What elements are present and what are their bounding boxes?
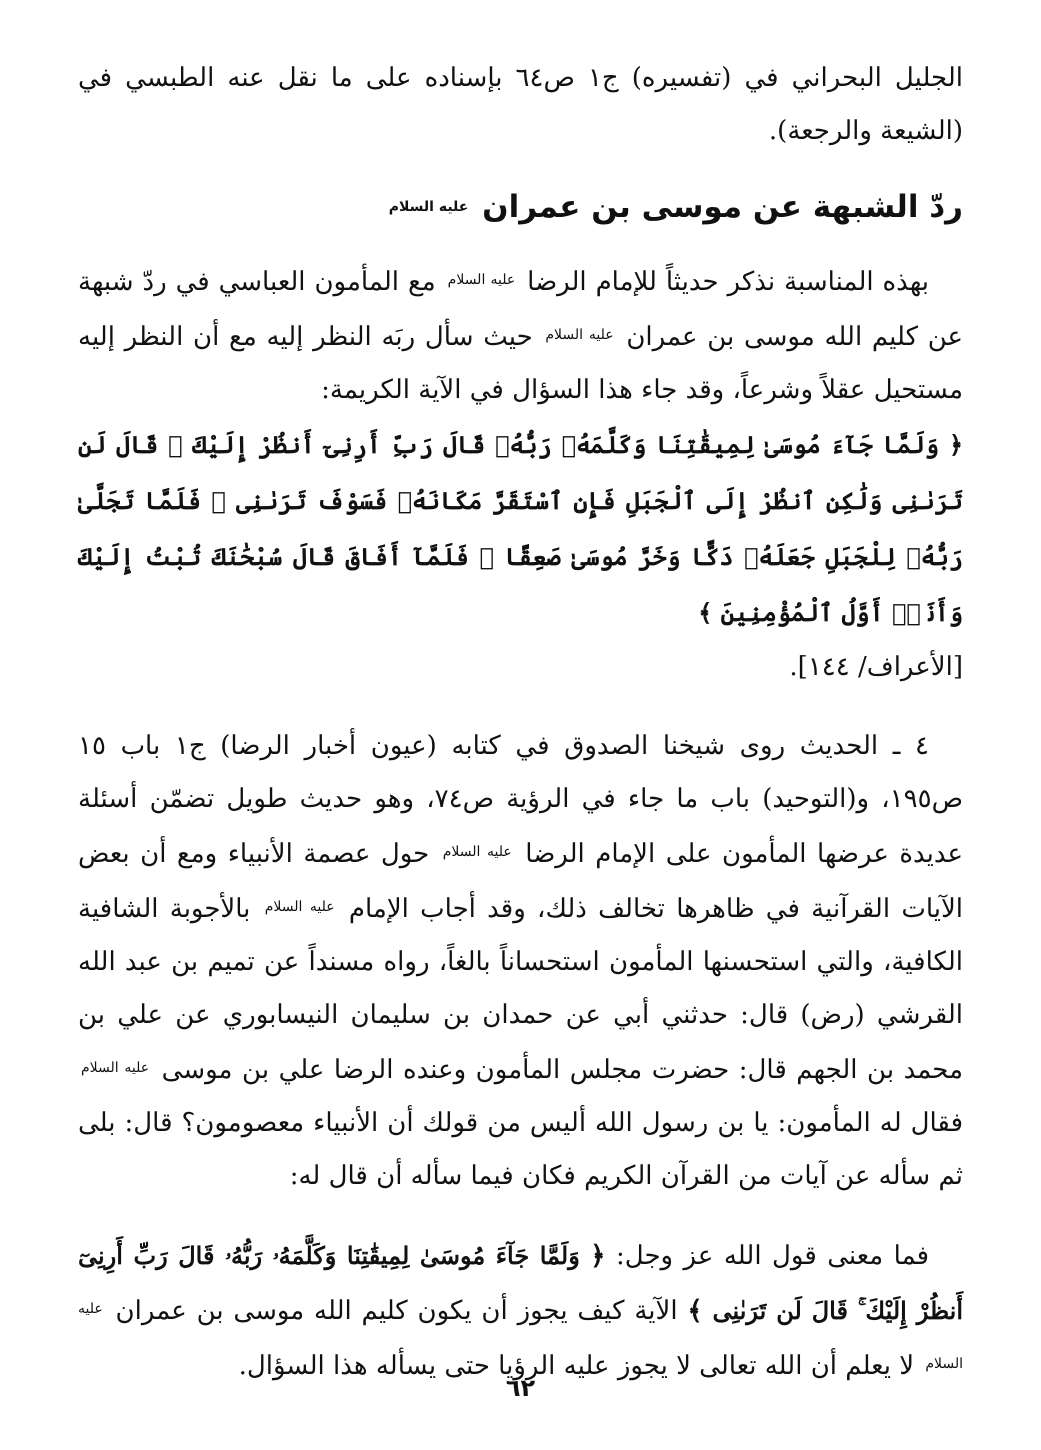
section-heading xyxy=(78,182,963,232)
text-run: ٤ ـ الحديث روى شيخنا الصدوق في كتابه (عيون أخبار الرضا) ج١ باب ١٥ ص١٩٥، و(التوحيد) باب ما جاء في الرؤية ص٧٤، وهو حديث طويل تضمّن أسئلة عديدة عرضها المأمون على الإمام الرضا xyxy=(78,731,964,869)
text-run: بالأجوبة الشافية الكافية، والتي استحسنها المأمون استحساناً بالغاً، رواه مسنداً عن تميم بن عبد الله القرشي (رض) قال: حدثني أبي عن حمدان بن سليمان النيسابوري عن علي بن محمد بن الجهم قال: حضرت مجلس المأمون وعنده الرضا علي بن موسى xyxy=(78,894,964,1085)
verse-citation: [الأعراف/ ١٤٤]. xyxy=(789,652,963,682)
heading-text: ردّ الشبهة عن موسى بن عمران xyxy=(482,189,963,225)
text-run: حيث سأل ربَه النظر إليه مع أن النظر إليه مستحيل عقلاً وشرعاً، وقد جاء هذا السؤال في الآية الكريمة: xyxy=(78,322,963,405)
text-run: لا يعلم أن الله تعالى لا يجوز عليه الرؤيا حتى يسأله هذا السؤال. xyxy=(238,1351,915,1381)
honorific-mark: عليه السلام xyxy=(442,844,512,860)
honorific-mark: عليه السلام xyxy=(78,1301,963,1372)
quran-brace-open: ﴿ xyxy=(948,430,963,459)
page-number: ٦٢ xyxy=(505,1374,536,1402)
honorific-mark: عليه السلام xyxy=(447,272,516,288)
text-run: فقال له المأمون: يا بن رسول الله أليس من قولك أن الأنبياء معصومون؟ قال: بلى ثم سأله عن آيات من القرآن الكريم فكان فيما سأله أن قال له: xyxy=(78,1108,963,1191)
text-run: بهذه المناسبة نذكر حديثاً للإمام الرضا xyxy=(527,267,930,297)
honorific-mark: عليه السلام xyxy=(545,327,614,343)
honorific-mark: عليه السلام xyxy=(81,1060,150,1076)
paragraph-mamun-question xyxy=(78,1229,963,1393)
paragraph-hadith-4 xyxy=(78,720,963,1203)
verse-text: وَلَمَّا جَآءَ مُوسَىٰ لِمِيقَٰتِنَا وَكَلَّمَهُۥ رَبُّهُۥ قَالَ رَبِّ أَرِنِىٓ أَنظُرْ إِلَيْكَ ۚ قَالَ لَن تَرَىٰنِى وَلَٰكِنِ ٱنظُرْ إِلَى ٱلْجَبَلِ فَإِنِ ٱسْتَقَرَّ مَكَانَهُۥ فَسَوْفَ تَرَىٰنِى ۚ فَلَمَّا تَجَلَّىٰ رَبُّهُۥ لِلْجَبَلِ جَعَلَهُۥ دَكًّا وَخَرَّ مُوسَىٰ صَعِقًا ۚ فَلَمَّآ أَفَاقَ قَالَ سُبْحَٰنَكَ تُبْتُ إِلَيْكَ وَأَنَا۠ أَوَّلُ ٱلْمُؤْمِنِينَ xyxy=(78,430,963,627)
paragraph-rida-hadith-intro xyxy=(78,254,963,417)
text-run: الآية كيف يجوز أن يكون كليم الله موسى بن عمران xyxy=(115,1296,678,1326)
text-run: فما معنى قول الله عز وجل: xyxy=(616,1241,930,1271)
quran-brace-close: ﴾ xyxy=(687,1296,703,1326)
honorific-mark: عليه السلام xyxy=(388,199,469,215)
text-run: مع المأمون العباسي في ردّ شبهة عن كليم الله موسى بن عمران xyxy=(78,267,964,352)
honorific-mark: عليه السلام xyxy=(264,899,335,915)
document-page xyxy=(78,52,963,1393)
intro-paragraph: الجليل البحراني في (تفسيره) ج١ ص٦٤ بإسناده على ما نقل عنه الطبسي في (الشيعة والرجعة). xyxy=(78,63,963,146)
verse-text: وَلَمَّا جَآءَ مُوسَىٰ لِمِيقَٰتِنَا وَكَلَّمَهُۥ رَبُّهُۥ قَالَ رَبِّ أَرِنِىٓ أَنظُرْ إِلَيْكَ ۚ قَالَ لَن تَرَىٰنِى xyxy=(78,1241,964,1325)
quran-brace-open: ﴿ xyxy=(590,1241,606,1271)
text-run: حول عصمة الأنبياء ومع أن بعض الآيات القرآنية في ظاهرها تخالف ذلك، وقد أجاب الإمام xyxy=(78,839,964,924)
quran-brace-close: ﴾ xyxy=(698,598,713,627)
quran-verse-araf-143 xyxy=(78,417,963,641)
